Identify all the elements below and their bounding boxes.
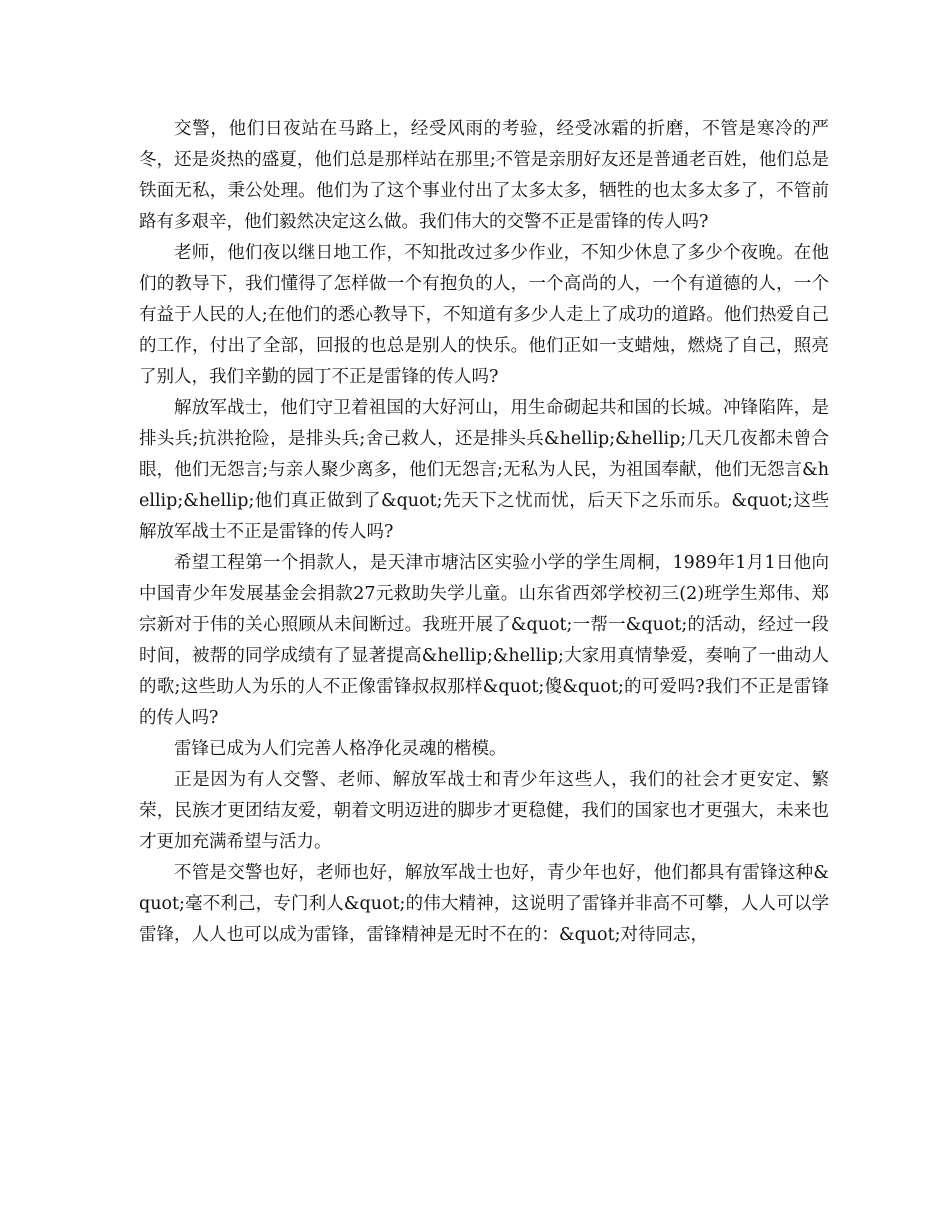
paragraph-teachers: 老师，他们夜以继日地工作，不知批改过多少作业，不知少休息了多少个夜晚。在他们的教导下，我们懂得了怎样做一个有抱负的人，一个高尚的人，一个有道德的人，一个有益于人民的人;在他们的悉心教导下，不知道有多少人走上了成功的道路。他们热爱自己的工作，付出了全部，回报的也总是别人的快乐。他们正如一支蜡烛，燃烧了自己，照亮了别人，我们辛勤的园丁不正是雷锋的传人吗?	[139, 243, 829, 387]
paragraph-hope-project: 希望工程第一个捐款人，是天津市塘沽区实验小学的学生周桐，1989年1月1日他向中国青少年发展基金会捐款27元救助失学儿童。山东省西郊学校初三(2)班学生郑伟、郑宗新对于伟的关心照顾从未间断过。我班开展了&quot;一帮一&quot;的活动，经过一段时间，被帮的同学成绩有了显著提高&hellip;&hellip;大家用真情挚爱，奏响了一曲动人的歌;这些助人为乐的人不正像雷锋叔叔那样&quot;傻&quot;的可爱吗?我们不正是雷锋的传人吗?	[139, 553, 829, 728]
document-body	[139, 114, 829, 951]
paragraph-soldiers: 解放军战士，他们守卫着祖国的大好河山，用生命砌起共和国的长城。冲锋陷阵，是排头兵;抗洪抢险，是排头兵;舍己救人，还是排头兵&hellip;&hellip;几天几夜都未曾合眼，他们无怨言;与亲人聚少离多，他们无怨言;无私为人民，为祖国奉献，他们无怨言&hellip;&hellip;他们真正做到了&quot;先天下之忧而忧，后天下之乐而乐。&quot;这些解放军战士不正是雷锋的传人吗?	[139, 398, 829, 542]
paragraph-role-model: 雷锋已成为人们完善人格净化灵魂的楷模。	[174, 739, 507, 759]
paragraph-conclusion: 不管是交警也好，老师也好，解放军战士也好，青少年也好，他们都具有雷锋这种&quot;毫不利己，专门利人&quot;的伟大精神，这说明了雷锋并非高不可攀，人人可以学雷锋，人人也可以成为雷锋，雷锋精神是无时不在的：&quot;对待同志，	[139, 863, 829, 945]
paragraph-society: 正是因为有人交警、老师、解放军战士和青少年这些人，我们的社会才更安定、繁荣，民族才更团结友爱，朝着文明迈进的脚步才更稳健，我们的国家也才更强大，未来也才更加充满希望与活力。	[139, 770, 829, 852]
paragraph-traffic-police: 交警，他们日夜站在马路上，经受风雨的考验，经受冰霜的折磨，不管是寒冷的严冬，还是炎热的盛夏，他们总是那样站在那里;不管是亲朋好友还是普通老百姓，他们总是铁面无私，秉公处理。他们为了这个事业付出了太多太多，牺牲的也太多太多了，不管前路有多艰辛，他们毅然决定这么做。我们伟大的交警不正是雷锋的传人吗?	[139, 119, 829, 232]
